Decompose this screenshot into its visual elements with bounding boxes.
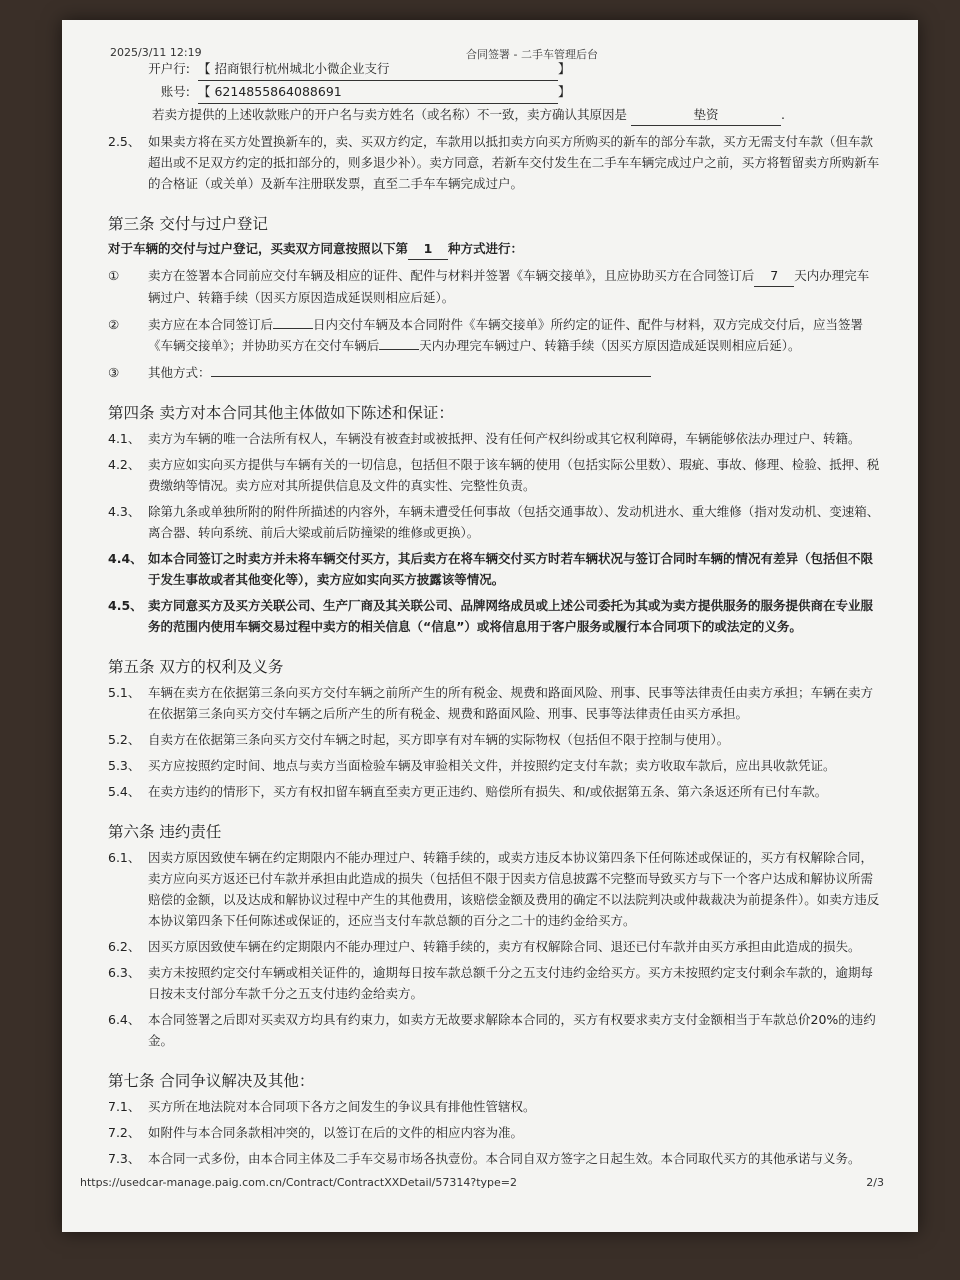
clause-7-1: 7.1、 买方所在地法院对本合同项下各方之间发生的争议具有排他性管辖权。: [108, 1099, 536, 1114]
clause-2-5: 2.5、 如果卖方将在买方处置换新车的，卖、买双方约定，车款用以抵扣卖方向买方所购买的新车的部分车款，买方无需支付车款（但车款超出或不足双方约定的抵扣部分的，则多退少补）。卖方同意，若新车交付发生在二手车车辆完成过户之前，买方将暂留卖方所购新车的合格证（或关单）及新车注册联发票，直至二手车车辆完成过户。: [108, 134, 880, 191]
bank-label: 开户行:: [148, 61, 190, 76]
section-7-heading: 第七条 合同争议解决及其他：: [108, 1072, 315, 1090]
section-3-lead: 对于车辆的交付与过户登记，买卖双方同意按照以下第 1 种方式进行：: [108, 238, 880, 260]
contract-page: [62, 20, 918, 1232]
clause-6-1: 6.1、 因卖方原因致使车辆在约定期限内不能办理过户、转籍手续的，或卖方违反本协议第四条下任何陈述或保证的，买方有权解除合同，卖方应向买方返还已付车款并承担由此造成的损失（包括但不限于因卖方信息披露不完整而导致买方与下一个客户达成和解协议所需赔偿的金额，以及达成和解协议过程中产生的其他费用，该赔偿金额及费用的确定不以法院判决或仲裁裁决为前提条件）。如卖方违反本协议第四条下任何陈述或保证的，还应当支付车款总额的百分之二十的违约金给买方。: [108, 850, 880, 928]
bank-info: [108, 58, 880, 194]
print-date: 2025/3/11 12:19: [110, 46, 202, 59]
account-value: 【 6214855864088691: [198, 81, 558, 104]
section-5-list: [108, 682, 880, 802]
bank-value: 【 招商银行杭州城北小微企业支行: [198, 58, 558, 81]
transfer-days-blank: [379, 349, 419, 350]
clause-4-5: 4.5、 卖方同意买方及买方关联公司、生产厂商及其关联公司、品牌网络成员或上述公司委托为其或为卖方提供服务的服务提供商在专业服务的范围内使用车辆交易过程中卖方的相关信息（“信息”）或将信息用于客户服务或履行本合同项下的或法定的义务。: [108, 598, 874, 634]
section-4-list: [108, 428, 880, 637]
page-header-title: 合同签署 - 二手车管理后台: [466, 48, 598, 61]
account-mismatch-note: 若卖方提供的上述收款账户的开户名与卖方姓名（或名称）不一致，卖方确认其原因是 垫资 .: [108, 104, 880, 126]
clause-5-1: 5.1、 车辆在卖方在依据第三条向买方交付车辆之前所产生的所有税金、规费和路面风险、刑事、民事等法律责任由卖方承担；车辆在卖方在依据第三条向买方交付车辆之后所产生的所有税金、规费和路面风险、刑事、民事等法律责任由买方承担。: [108, 685, 874, 721]
account-label: 账号:: [160, 84, 190, 99]
clause-7-2: 7.2、 如附件与本合同条款相冲突的，以签订在后的文件的相应内容为准。: [108, 1125, 524, 1140]
clause-4-3: 4.3、 除第九条或单独所附的附件所描述的内容外，车辆未遭受任何事故（包括交通事故）、发动机进水、重大维修（指对发动机、变速箱、离合器、转向系统、前后大梁或前后防撞梁的维修或更换）。: [108, 504, 880, 540]
section-5-heading: 第五条 双方的权利及义务: [108, 658, 284, 676]
clause-6-3: 6.3、 卖方未按照约定交付车辆或相关证件的，逾期每日按车款总额千分之五支付违约金给买方。买方未按照约定支付剩余车款的，逾期每日按未支付部分车款千分之五支付违约金给卖方。: [108, 965, 874, 1001]
other-method-blank: [211, 376, 651, 377]
section-7-list: [108, 1096, 880, 1169]
page-number: 2/3: [866, 1176, 884, 1189]
account-close: 】: [558, 84, 571, 99]
delivery-option-2: ② 卖方应在本合同签订后 日内交付车辆及本合同附件《车辆交接单》所约定的证件、配件与材料，双方完成交付后，应当签署《车辆交接单》；并协助买方在交付车辆后 天内办理完车辆过户、转籍手续（因买方原因造成延误则相应后延）。: [108, 317, 864, 353]
delivery-option-1: ① 卖方在签署本合同前应交付车辆及相应的证件、配件与材料并签署《车辆交接单》，且应协助买方在合同签订后 7 天内办理完车辆过户、转籍手续（因买方原因造成延误则相应后延）。: [108, 265, 880, 308]
clause-5-3: 5.3、 买方应按照约定时间、地点与卖方当面检验车辆及审验相关文件，并按照约定支付车款；卖方收取车款后，应出具收款凭证。: [108, 758, 836, 773]
section-6-heading: 第六条 违约责任: [108, 823, 222, 841]
delivery-days-blank: [273, 328, 313, 329]
page-url: https://usedcar-manage.paig.com.cn/Contract/ContractXXDetail/57314?type=2: [80, 1176, 517, 1189]
delivery-option-3: ③ 其他方式：: [108, 362, 880, 383]
mismatch-reason: 垫资: [631, 104, 781, 126]
section-3-heading: 第三条 交付与过户登记: [108, 215, 268, 233]
bank-close: 】: [558, 61, 571, 76]
clause-4-1: 4.1、 卖方为车辆的唯一合法所有权人，车辆没有被查封或被抵押、没有任何产权纠纷或其它权利障碍，车辆能够依法办理过户、转籍。: [108, 431, 861, 446]
clause-7-3: 7.3、 本合同一式多份，由本合同主体及二手车交易市场各执壹份。本合同自双方签字之日起生效。本合同取代买方的其他承诺与义务。: [108, 1151, 861, 1166]
delivery-method-number: 1: [408, 238, 448, 260]
transfer-days: 7: [754, 265, 794, 287]
clause-5-2: 5.2、 自卖方在依据第三条向买方交付车辆之时起，买方即享有对车辆的实际物权（包括但不限于控制与使用）。: [108, 732, 730, 747]
clause-6-2: 6.2、 因买方原因致使车辆在约定期限内不能办理过户、转籍手续的，卖方有权解除合同、退还已付车款并由买方承担由此造成的损失。: [108, 939, 861, 954]
clause-4-2: 4.2、 卖方应如实向买方提供与车辆有关的一切信息，包括但不限于该车辆的使用（包括实际公里数）、瑕疵、事故、修理、检验、抵押、税费缴纳等情况。卖方应对其所提供信息及文件的真实性、完整性负责。: [108, 457, 880, 493]
section-6-list: [108, 847, 880, 1051]
section-4-heading: 第四条 卖方对本合同其他主体做如下陈述和保证：: [108, 404, 454, 422]
clause-4-4: 4.4、 如本合同签订之时卖方并未将车辆交付买方，其后卖方在将车辆交付买方时若车辆状况与签订合同时车辆的情况有差异（包括但不限于发生事故或者其他变化等），卖方应如实向买方披露该等情况。: [108, 551, 874, 587]
clause-5-4: 5.4、 在卖方违约的情形下，买方有权扣留车辆直至卖方更正违约、赔偿所有损失、和/或依据第五条、第六条返还所有已付车款。: [108, 784, 828, 799]
contract-body: [108, 58, 880, 1169]
clause-6-4: 6.4、 本合同签署之后即对买卖双方均具有约束力，如卖方无故要求解除本合同的，买方有权要求卖方支付金额相当于车款总价20%的违约金。: [108, 1012, 876, 1048]
